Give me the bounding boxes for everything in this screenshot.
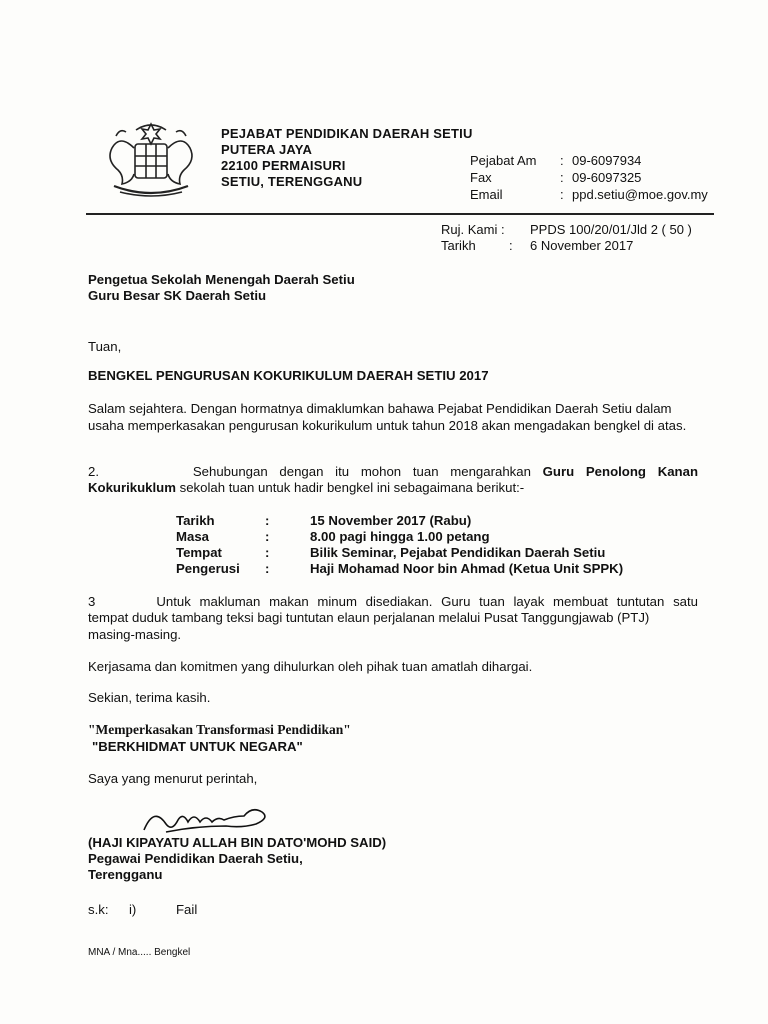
signoff: Saya yang menurut perintah, — [88, 771, 258, 786]
paragraph-3-line-1 — [88, 594, 698, 611]
contact-value-fax: 09-6097325 — [572, 170, 642, 185]
detail-label-time: Masa — [176, 529, 209, 544]
paragraph-3-text: Untuk makluman makan minum disediakan. Guru tuan layak membuat tuntutan satu — [156, 594, 698, 609]
contact-colon: : — [560, 187, 564, 202]
contact-label-email: Email — [470, 187, 503, 202]
contact-value-email: ppd.setiu@moe.gov.my — [572, 187, 708, 202]
office-name: PEJABAT PENDIDIKAN DAERAH SETIU — [221, 126, 473, 141]
paragraph-2-line-1 — [88, 464, 698, 481]
letter-subject: BENGKEL PENGURUSAN KOKURIKULUM DAERAH SETIU 2017 — [88, 368, 489, 383]
motto-transformation: "Memperkasakan Transformasi Pendidikan" — [88, 722, 351, 737]
paragraph-1: Salam sejahtera. Dengan hormatnya dimaklumkan bahawa Pejabat Pendidikan Daerah Setiu dalam usaha memperkasakan pengurusan kokurikulum untuk tahun 2018 akan mengadakan bengkel di atas. — [88, 401, 687, 433]
salutation: Tuan, — [88, 339, 122, 354]
date-colon: : — [509, 238, 513, 253]
signer-state: Terengganu — [88, 867, 163, 882]
paragraph-2-text: Sehubungan dengan itu mohon tuan mengarahkan — [192, 464, 531, 479]
paragraph-number: 3 — [88, 594, 96, 609]
detail-label-venue: Tempat — [176, 545, 222, 560]
recipient-line-1: Pengetua Sekolah Menengah Daerah Setiu — [88, 272, 355, 287]
detail-colon: : — [265, 513, 270, 528]
recipient-line-2: Guru Besar SK Daerah Setiu — [88, 288, 267, 303]
malaysia-coat-of-arms-icon — [102, 118, 200, 202]
contact-label-phone: Pejabat Am — [470, 153, 537, 168]
detail-label-date: Tarikh — [176, 513, 215, 528]
office-address-line-3: SETIU, TERENGGANU — [221, 174, 363, 189]
paragraph-2-emphasis: Guru Penolong Kanan — [542, 464, 698, 479]
signer-name: (HAJI KIPAYATU ALLAH BIN DATO'MOHD SAID) — [88, 835, 387, 850]
contact-colon: : — [560, 153, 564, 168]
office-address-line-2: 22100 PERMAISURI — [221, 158, 346, 173]
detail-value-chair: Haji Mohamad Noor bin Ahmad (Ketua Unit SPPK) — [310, 561, 624, 576]
detail-colon: : — [265, 545, 270, 560]
detail-value-venue: Bilik Seminar, Pejabat Pendidikan Daerah Setiu — [310, 545, 606, 560]
detail-label-chair: Pengerusi — [176, 561, 240, 576]
paragraph-number: 2. — [88, 464, 99, 479]
contact-value-phone: 09-6097934 — [572, 153, 642, 168]
paragraph-2-text-2: sekolah tuan untuk hadir bengkel ini sebagaimana berikut:- — [179, 480, 525, 495]
closing: Sekian, terima kasih. — [88, 690, 211, 705]
paragraph-2-emphasis-2: Kokurikuklum — [88, 480, 176, 495]
footer-reference: MNA / Mna..... Bengkel — [88, 947, 191, 958]
contact-label-fax: Fax — [470, 170, 492, 185]
paragraph-3-rest: tempat duduk tambang teksi bagi tuntutan elaun perjalanan melalui Pusat Tanggungjawab (PTJ) masing-masing. — [88, 610, 650, 642]
sk-item-number: i) — [129, 902, 137, 917]
detail-value-time: 8.00 pagi hingga 1.00 petang — [310, 529, 490, 544]
detail-value-date: 15 November 2017 (Rabu) — [310, 513, 472, 528]
contact-colon: : — [560, 170, 564, 185]
office-address-line-1: PUTERA JAYA — [221, 142, 313, 157]
paragraph-2-line-2 — [88, 480, 698, 497]
signature — [140, 800, 280, 840]
detail-colon: : — [265, 529, 270, 544]
signer-title: Pegawai Pendidikan Daerah Setiu, — [88, 851, 303, 866]
paragraph-4: Kerjasama dan komitmen yang dihulurkan oleh pihak tuan amatlah dihargai. — [88, 659, 533, 674]
date-label: Tarikh — [441, 238, 476, 253]
date-value: 6 November 2017 — [530, 238, 634, 253]
detail-colon: : — [265, 561, 270, 576]
ref-value: PPDS 100/20/01/Jld 2 ( 50 ) — [530, 222, 692, 237]
sk-label: s.k: — [88, 902, 109, 917]
sk-item: Fail — [176, 902, 198, 917]
letterhead-divider — [86, 213, 714, 215]
ref-label: Ruj. Kami : — [441, 222, 505, 237]
motto-service: "BERKHIDMAT UNTUK NEGARA" — [92, 739, 303, 754]
